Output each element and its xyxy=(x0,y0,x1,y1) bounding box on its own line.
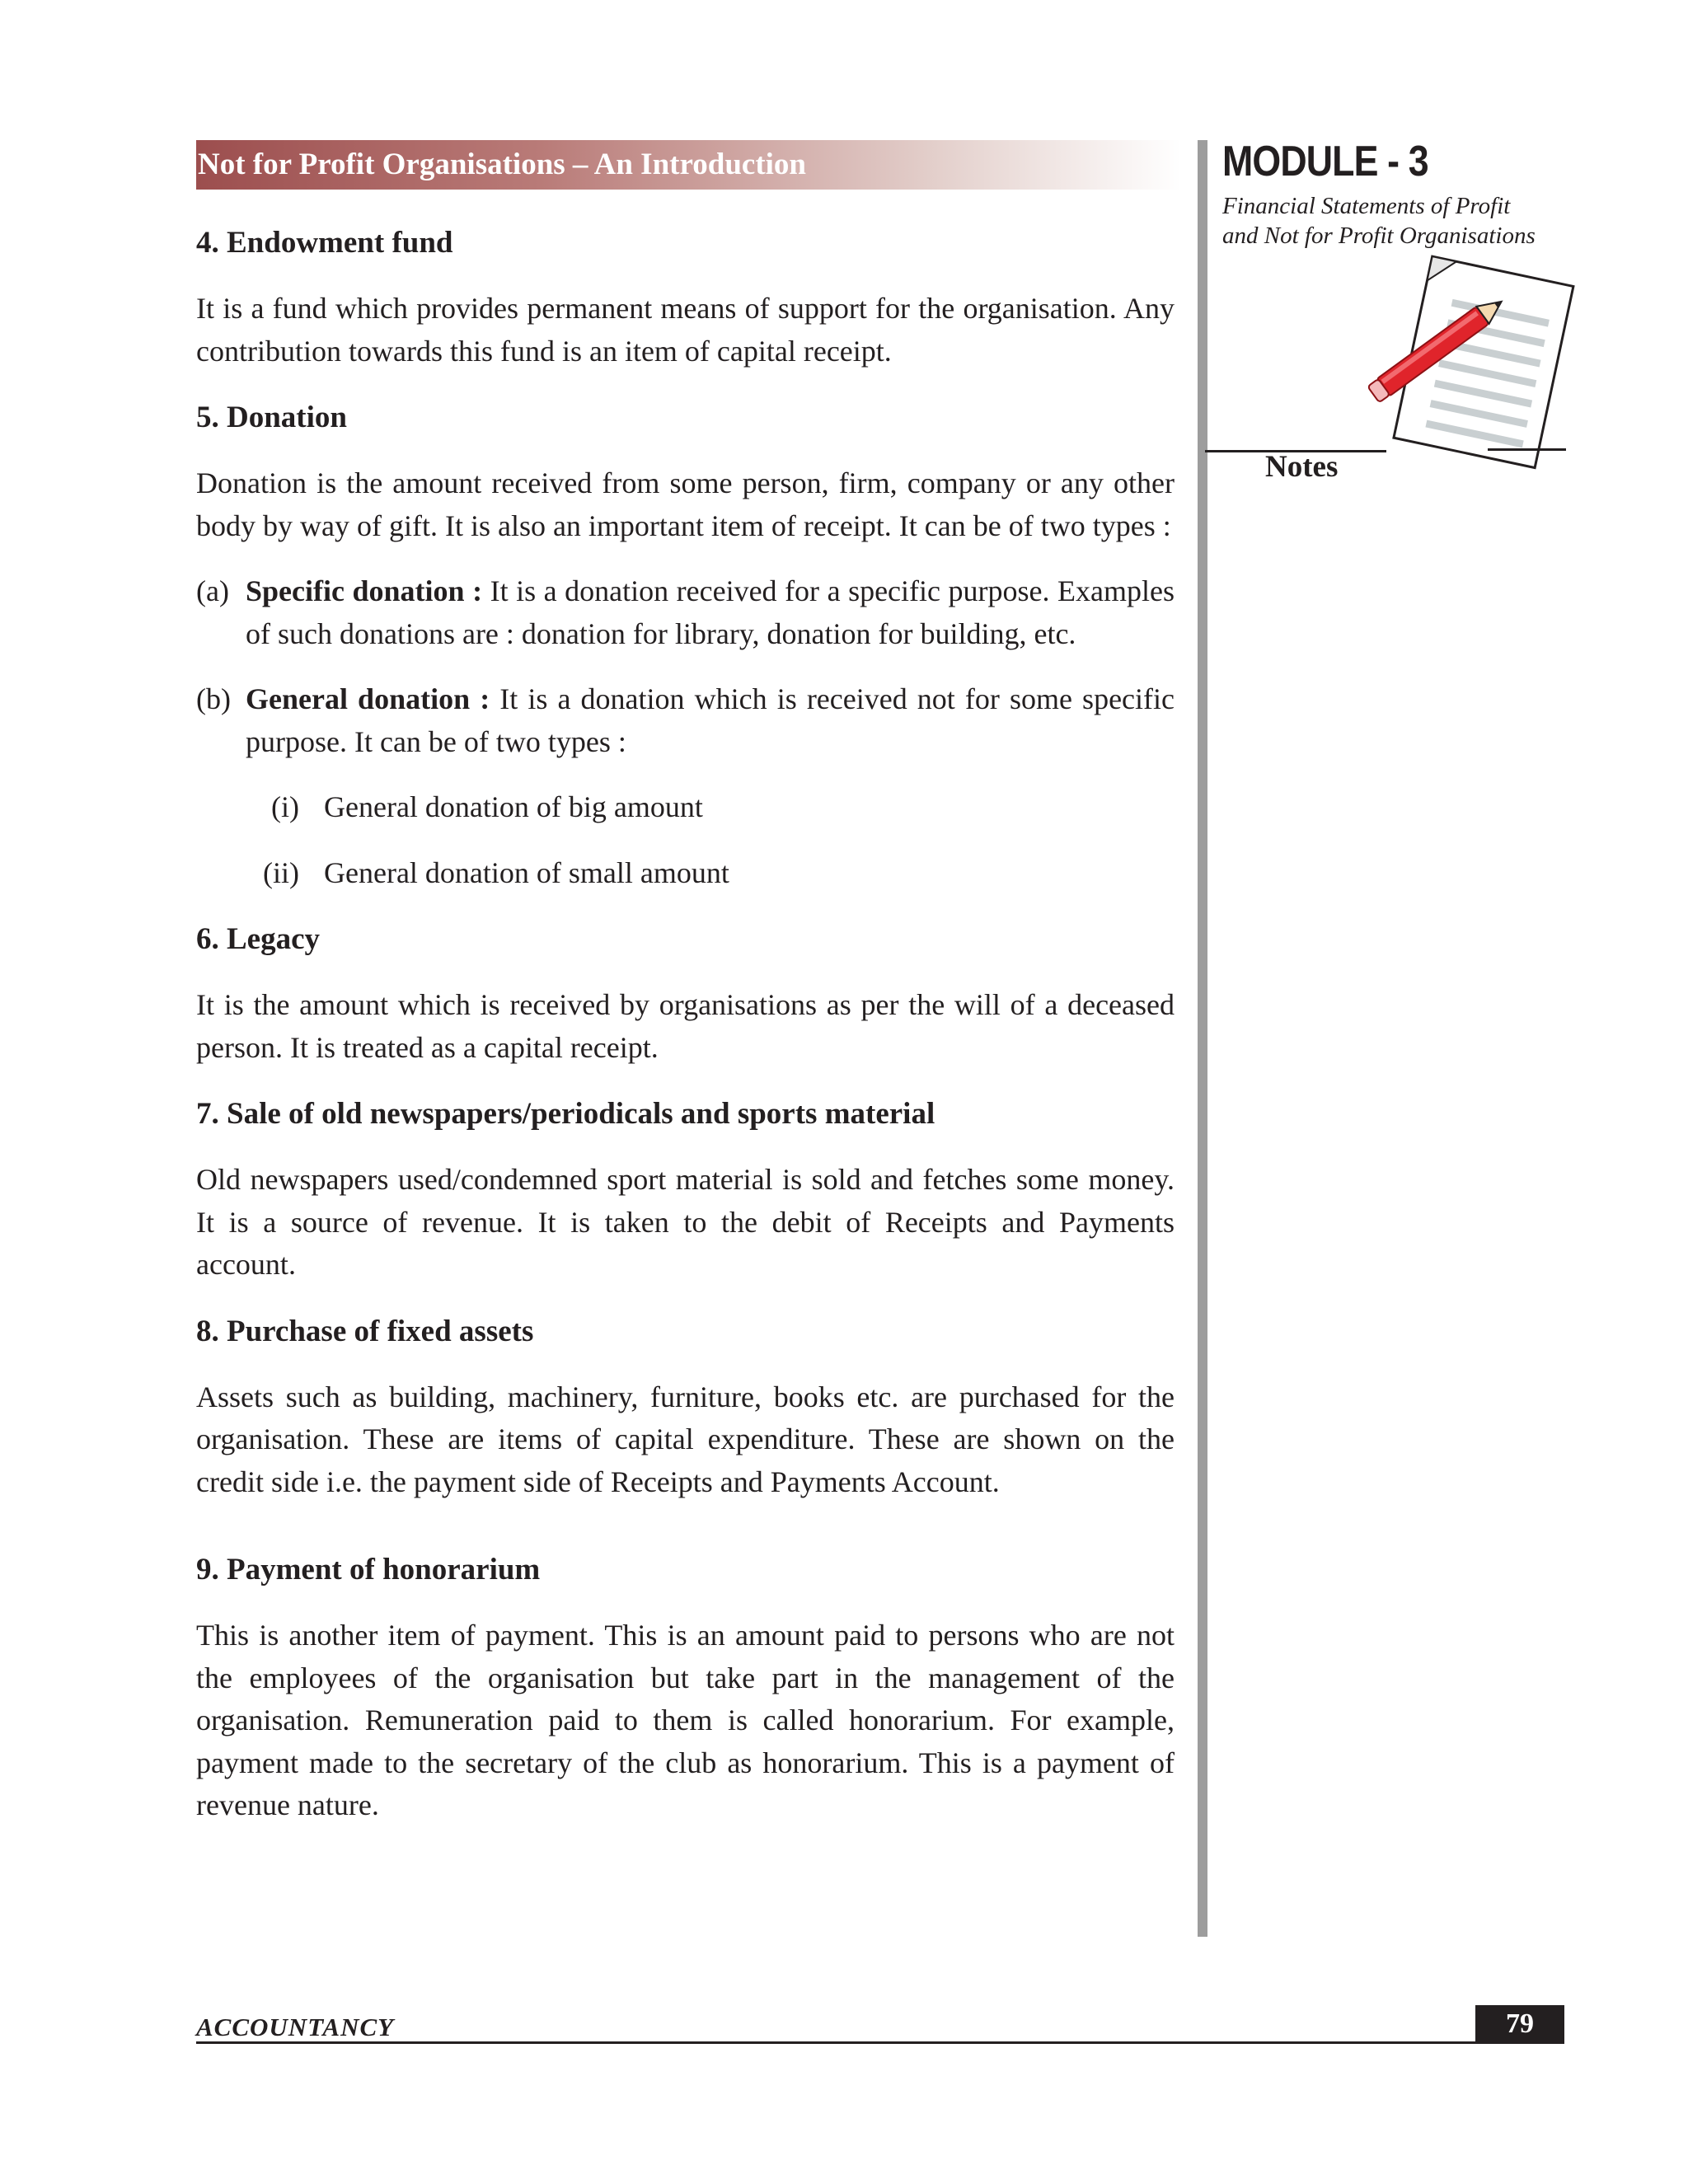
module-subtitle xyxy=(1222,191,1585,251)
section-body-purchase-of-fixed-assets: Assets such as building, machinery, furniture, books etc. are purchased for the organisation. These are items of capital expenditure. These are shown on the credit side i.e. the payment side of Receipts and Payments Account. xyxy=(196,1380,1175,1498)
term-specific-donation: Specific donation : xyxy=(246,574,483,607)
sub-item-text: General donation of small amount xyxy=(324,855,729,889)
section-heading-donation: 5. Donation xyxy=(196,401,347,434)
list-item-specific-donation xyxy=(196,570,1175,655)
section-body-donation: Donation is the amount received from some person, firm, company or any other body by way of gift. It is also an important item of receipt. It can be of two types : xyxy=(196,466,1175,542)
term-general-donation: General donation : xyxy=(246,682,490,715)
chapter-title: Not for Profit Organisations – An Introduction xyxy=(198,148,806,181)
margin-divider-bar xyxy=(1198,140,1207,1937)
sub-item-text: General donation of big amount xyxy=(324,790,703,823)
section-body-sale-of-old-newspapers: Old newspapers used/condemned sport material is sold and fetches some money. It is a source of revenue. It is taken to the debit of Receipts and Payments account. xyxy=(196,1163,1175,1281)
section-heading-sale-of-old-newspapers: 7. Sale of old newspapers/periodicals and sports material xyxy=(196,1097,935,1131)
sub-list-marker: (i) xyxy=(271,790,299,823)
notes-rule-right xyxy=(1488,448,1566,451)
sub-item-small-amount xyxy=(196,852,1175,895)
section-body-endowment-fund: It is a fund which provides permanent means of support for the organisation. Any contribution towards this fund is an item of capital receipt. xyxy=(196,292,1175,368)
footer-rule xyxy=(196,2041,1564,2044)
notes-label: Notes xyxy=(1265,450,1339,484)
module-title: MODULE - 3 xyxy=(1222,138,1428,185)
list-marker: (b) xyxy=(196,682,231,715)
module-subtitle-line-2: and Not for Profit Organisations xyxy=(1222,223,1536,249)
list-marker: (a) xyxy=(196,574,229,607)
section-heading-endowment-fund: 4. Endowment fund xyxy=(196,226,453,260)
list-item-general-donation xyxy=(196,678,1175,763)
section-heading-payment-of-honorarium: 9. Payment of honorarium xyxy=(196,1553,541,1586)
sub-item-big-amount xyxy=(196,786,1175,829)
sub-list-marker: (ii) xyxy=(263,855,299,889)
page-number: 79 xyxy=(1475,2005,1564,2043)
section-heading-legacy: 6. Legacy xyxy=(196,922,321,956)
footer-subject-label: ACCOUNTANCY xyxy=(196,2013,395,2041)
section-body-payment-of-honorarium: This is another item of payment. This is an amount paid to persons who are not the employees of the organisation but take part in the management of the organisation. Remuneration paid to them is called honorarium. For example, payment made to the secretary of the club as honorarium. This is a payment of revenue nature. xyxy=(196,1619,1175,1821)
main-content xyxy=(196,221,1175,1850)
module-subtitle-line-1: Financial Statements of Profit xyxy=(1222,193,1511,219)
definition-specific-donation: It is a donation received for a specific purpose. Examples of such donations are : donation for library, donation for building, etc. xyxy=(246,574,1175,650)
definition-general-donation: It is a donation which is received not for some specific purpose. It can be of two types : xyxy=(246,682,1175,758)
section-heading-purchase-of-fixed-assets: 8. Purchase of fixed assets xyxy=(196,1314,534,1348)
section-body-legacy: It is the amount which is received by organisations as per the will of a deceased person. It is treated as a capital receipt. xyxy=(196,988,1175,1064)
